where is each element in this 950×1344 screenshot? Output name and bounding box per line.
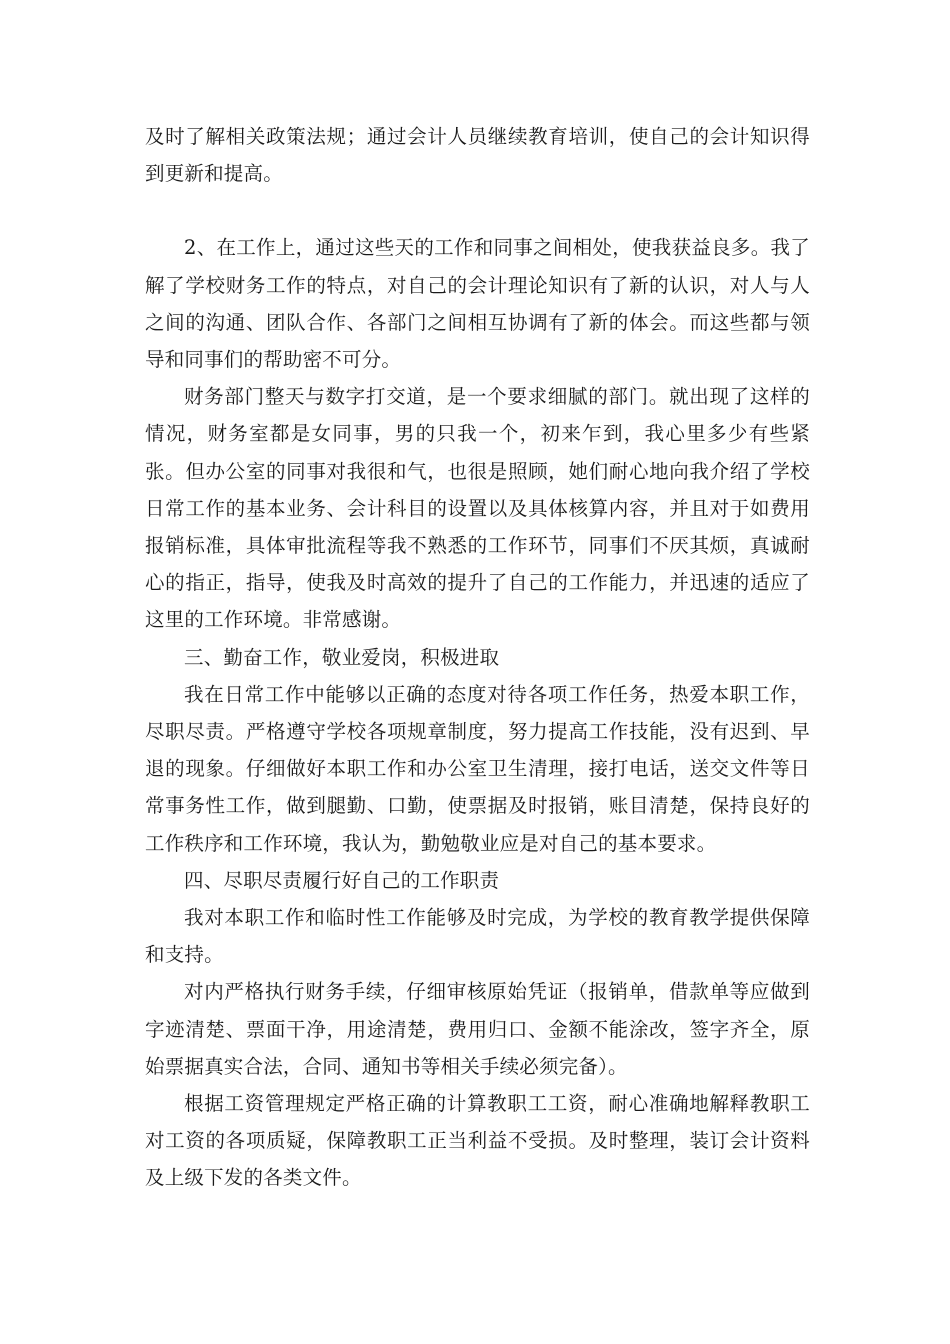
paragraph-timely-completion: 我对本职工作和临时性工作能够及时完成，为学校的教育教学提供保障和支持。	[145, 906, 810, 967]
section-heading-diligence: 三、勤奋工作，敬业爱岗，积极进取	[184, 645, 500, 669]
paragraph-gap	[145, 192, 810, 229]
paragraph-financial-procedures: 对内严格执行财务手续，仔细审核原始凭证（报销单，借款单等应做到字迹清楚、票面干净，用途清楚，费用归口、金额不能涂改，签字齐全，原始票据真实合法，合同、通知书等相关手续必须完备）。	[145, 980, 810, 1078]
section-heading-duties: 四、尽职尽责履行好自己的工作职责	[184, 868, 500, 892]
document-body	[145, 118, 810, 1197]
paragraph-daily-work: 我在日常工作中能够以正确的态度对待各项工作任务，热爱本职工作，尽职尽责。严格遵守学校各项规章制度，努力提高工作技能，没有迟到、早退的现象。仔细做好本职工作和办公室卫生清理，接打电话，送交文件等日常事务性工作，做到腿勤、口勤，使票据及时报销，账目清楚，保持良好的工作秩序和工作环境，我认为，勤勉敬业应是对自己的基本要求。	[145, 682, 810, 855]
paragraph-finance-department: 财务部门整天与数字打交道，是一个要求细腻的部门。就出现了这样的情况，财务室都是女同事，男的只我一个，初来乍到，我心里多少有些紧张。但办公室的同事对我很和气，也很是照顾，她们耐心地向我介绍了学校日常工作的基本业务、会计科目的设置以及具体核算内容，并且对于如费用报销标准，具体审批流程等我不熟悉的工作环节，同事们不厌其烦，真诚耐心的指正，指导，使我及时高效的提升了自己的工作能力，并迅速的适应了这里的工作环境。非常感谢。	[145, 385, 810, 632]
paragraph-work-gains: 2、在工作上，通过这些天的工作和同事之间相处，使我获益良多。我了解了学校财务工作的特点，对自己的会计理论知识有了新的认识，对人与人之间的沟通、团队合作、各部门之间相互协调有了新的体会。而这些都与领导和同事们的帮助密不可分。	[145, 236, 810, 372]
paragraph-salary-management: 根据工资管理规定严格正确的计算教职工工资，耐心准确地解释教职工对工资的各项质疑，保障教职工正当利益不受损。及时整理，装订会计资料及上级下发的各类文件。	[145, 1092, 810, 1190]
paragraph-policy-update: 及时了解相关政策法规；通过会计人员继续教育培训，使自己的会计知识得到更新和提高。	[145, 125, 810, 186]
